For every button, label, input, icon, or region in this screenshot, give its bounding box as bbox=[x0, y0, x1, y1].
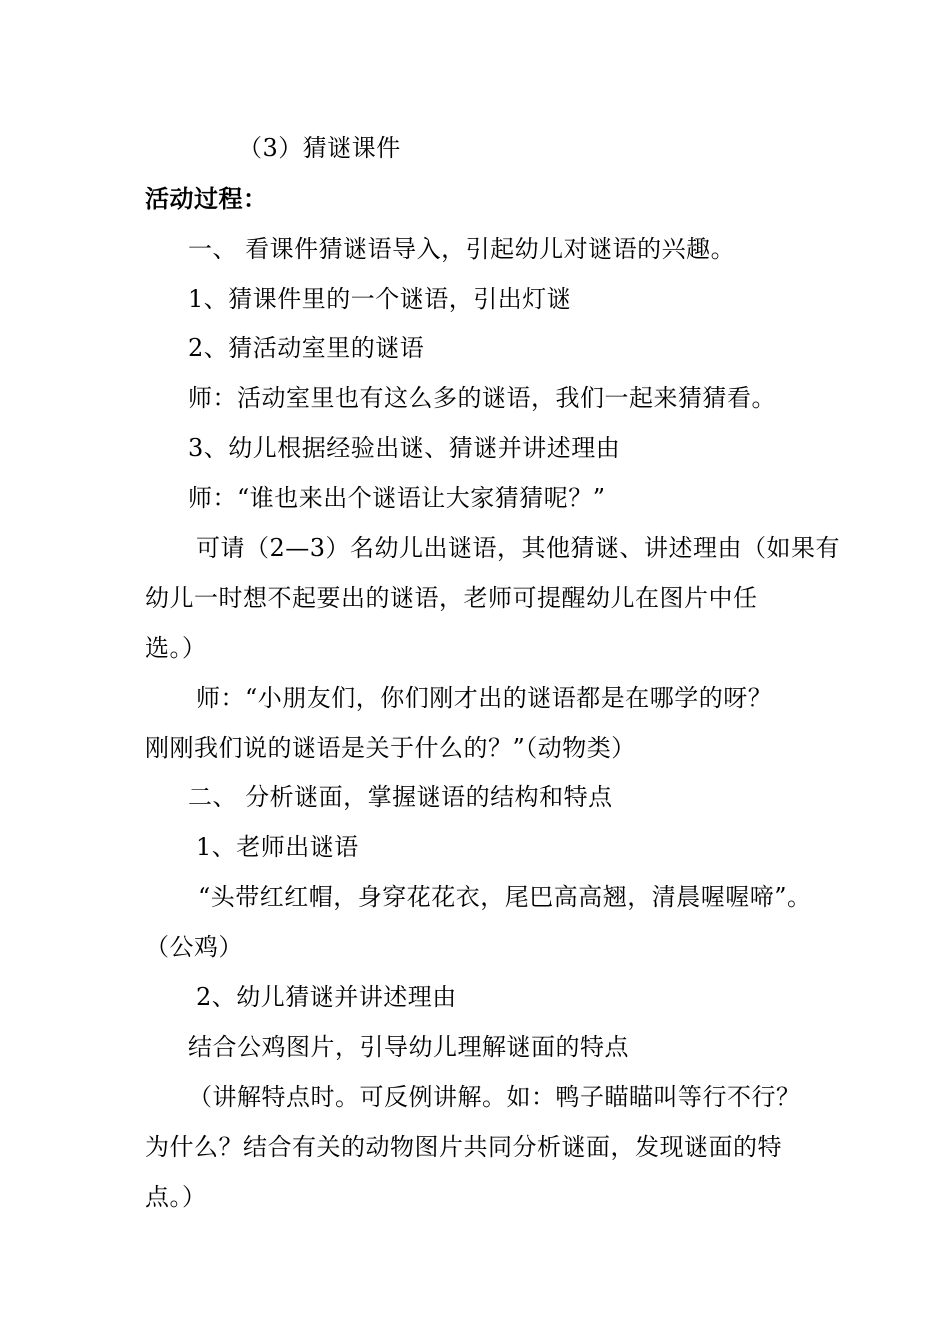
substep-2-1: 1、老师出谜语 bbox=[196, 833, 359, 861]
paragraph-line: 选。） bbox=[145, 634, 207, 662]
teacher-line-2: 师：“谁也来出个谜语让大家猜猜呢？” bbox=[188, 484, 606, 512]
paragraph-line: 幼儿一时想不起要出的谜语，老师可提醒幼儿在图片中任 bbox=[145, 584, 758, 612]
material-item-3: （3）猜谜课件 bbox=[238, 134, 401, 162]
substep-2-2: 2、幼儿猜谜并讲述理由 bbox=[196, 983, 457, 1011]
step-heading-2: 二、 分析谜面，掌握谜语的结构和特点 bbox=[188, 783, 613, 811]
paragraph-line: 刚刚我们说的谜语是关于什么的？”（动物类） bbox=[145, 734, 636, 762]
teacher-line-1: 师：活动室里也有这么多的谜语，我们一起来猜猜看。 bbox=[188, 384, 776, 412]
paragraph-line: 结合公鸡图片，引导幼儿理解谜面的特点 bbox=[188, 1033, 629, 1061]
substep-1-2: 2、猜活动室里的谜语 bbox=[188, 334, 425, 362]
substep-1-1: 1、猜课件里的一个谜语，引出灯谜 bbox=[188, 285, 572, 313]
riddle-answer: （公鸡） bbox=[145, 933, 243, 961]
riddle-text: “头带红红帽，身穿花花衣，尾巴高高翘，清晨喔喔啼”。 bbox=[198, 883, 812, 911]
paragraph-line: （讲解特点时。可反例讲解。如：鸭子瞄瞄叫等行不行？ bbox=[188, 1083, 801, 1111]
teacher-line-3: 师：“小朋友们，你们刚才出的谜语都是在哪学的呀？ bbox=[196, 684, 773, 712]
paragraph-line: 可请（2—3）名幼儿出谜语，其他猜谜、讲述理由（如果有 bbox=[196, 534, 841, 562]
paragraph-line: 点。） bbox=[145, 1183, 207, 1211]
substep-1-3: 3、幼儿根据经验出谜、猜谜并讲述理由 bbox=[188, 434, 621, 462]
section-heading-activity-process: 活动过程： bbox=[145, 184, 268, 213]
step-heading-1: 一、 看课件猜谜语导入，引起幼儿对谜语的兴趣。 bbox=[188, 235, 736, 263]
paragraph-line: 为什么？结合有关的动物图片共同分析谜面，发现谜面的特 bbox=[145, 1133, 782, 1161]
